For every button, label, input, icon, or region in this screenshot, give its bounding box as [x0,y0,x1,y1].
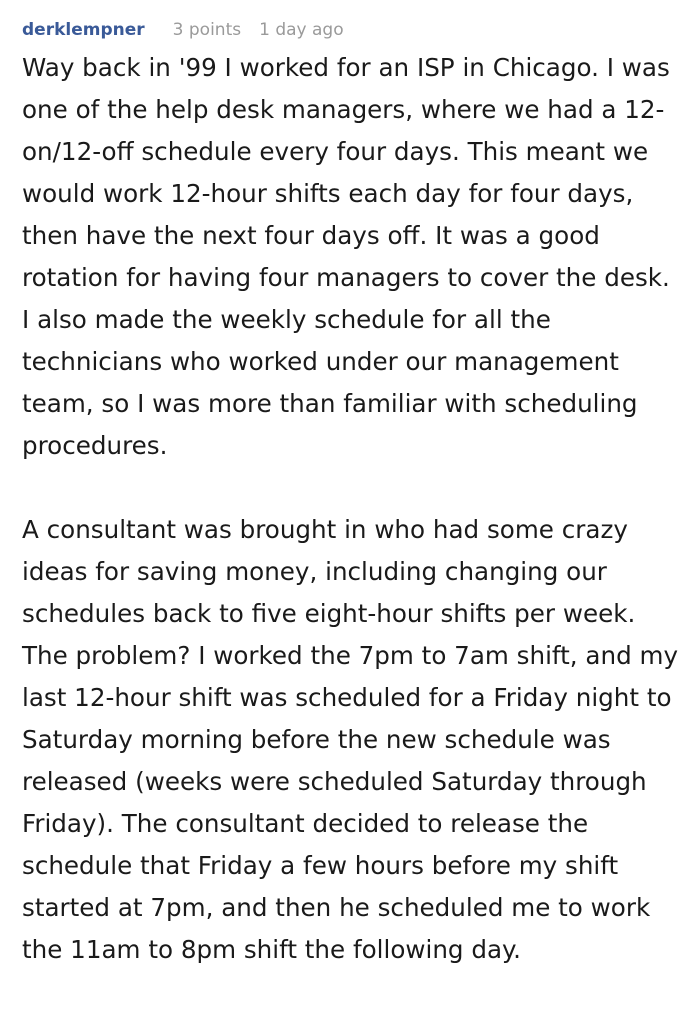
comment-paragraph-1: Way back in '99 I worked for an ISP in Chicago. I was one of the help desk managers, where we had a 12-on/12-off schedule every four days. This meant we would work 12-hour shifts each day for four days, then have the next four days off. It was a good rotation for having four managers to cover the desk. I also made the weekly schedule for all the technicians who worked under our management team, so I was more than familiar with scheduling procedures. [22,53,670,460]
comment-author-link[interactable]: derklempner [22,20,145,40]
comment-meta [22,18,682,42]
comment-points: 3 points [172,20,242,40]
comment-body [22,47,682,971]
comment [22,18,682,971]
comment-paragraph-2: A consultant was brought in who had some crazy ideas for saving money, including changing our schedules back to five eight-hour shifts per week. The problem? I worked the 7pm to 7am shift, and my last 12-hour shift was scheduled for a Friday night to Saturday morning before the new schedule was released (weeks were scheduled Saturday through Friday). The consultant decided to release the schedule that Friday a few hours before my shift started at 7pm, and then he scheduled me to work the 11am to 8pm shift the following day. [22,515,679,964]
comment-timestamp: 1 day ago [259,20,344,40]
